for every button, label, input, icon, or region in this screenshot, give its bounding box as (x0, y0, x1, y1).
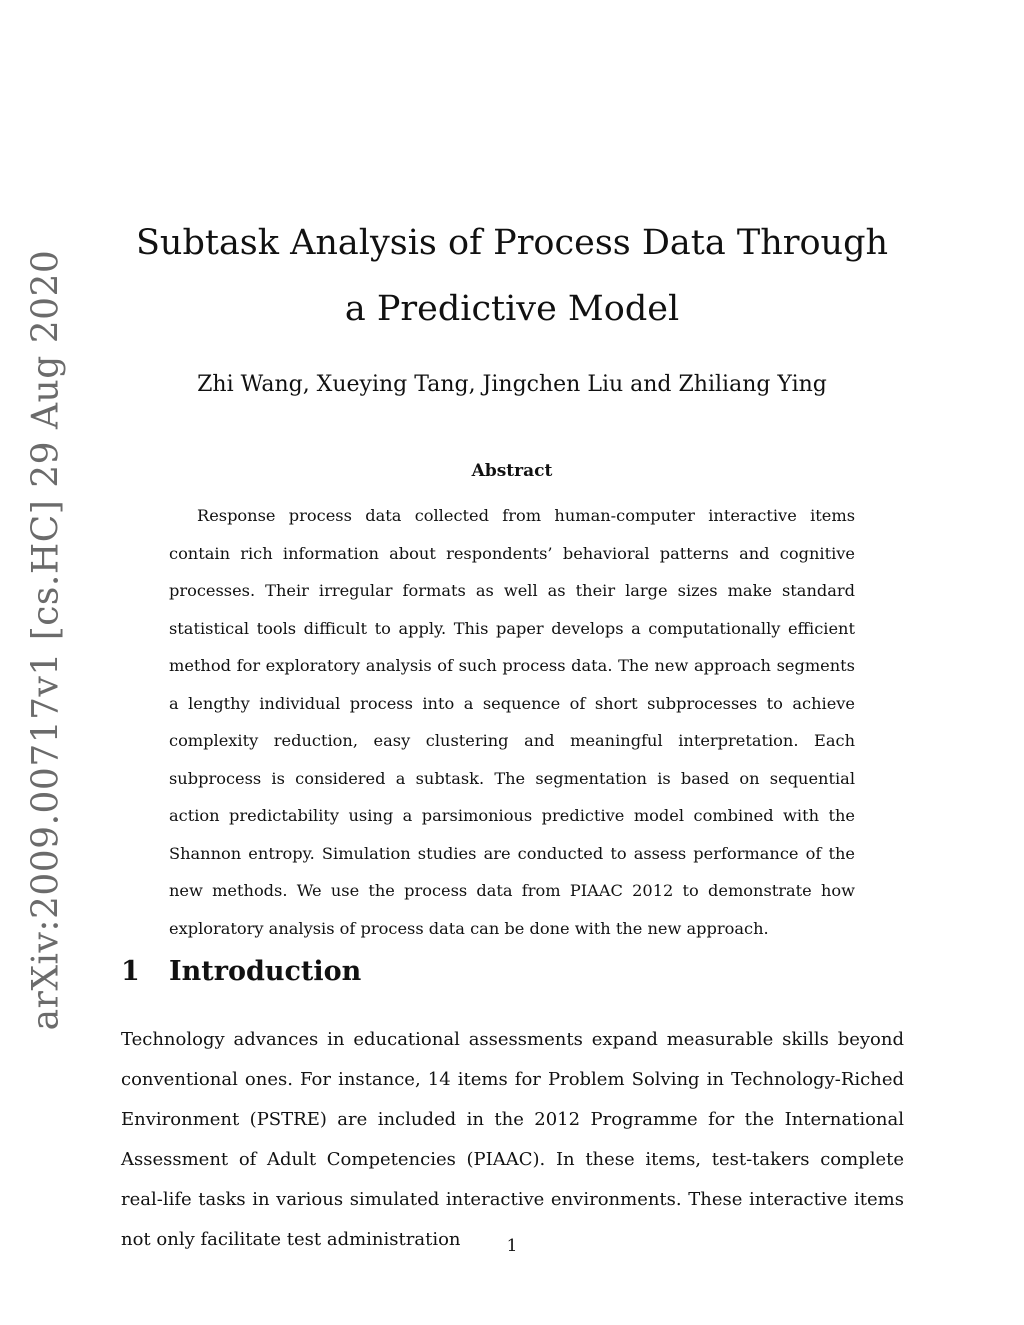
introduction-text: Technology advances in educational assessments expand measurable skills beyond conventional ones. For instance, 14 items for Problem Solving in Technology-Riched Environment (PSTRE) are included in the 2012 Programme for the International Assessment of Adult Competencies (PIAAC). In these items, test-takers complete real-life tasks in various simulated interactive environments. These interactive items not only facilitate test administration (121, 1029, 904, 1250)
paper-title: Subtask Analysis of Process Data Through a Predictive Model (135, 223, 889, 329)
section-title: Introduction (169, 956, 362, 987)
page-number: 1 (506, 1236, 518, 1256)
section-number: 1 (121, 956, 140, 987)
abstract-text: Response process data collected from human-computer interactive items contain rich information about respondents’ behavioral patterns and cognitive processes. Their irregular formats as well as their large sizes make standard statistical tools difficult to apply. This paper develops a computationally efficient method for exploratory analysis of such process data. The new approach segments a lengthy individual process into a sequence of short subprocesses to achieve complexity reduction, easy clustering and meaningful interpretation. Each subprocess is considered a subtask. The segmentation is based on sequential action predictability using a parsimonious predictive model combined with the Shannon entropy. Simulation studies are conducted to assess performance of the new methods. We use the process data from PIAAC 2012 to demonstrate how exploratory analysis of process data can be done with the new approach. (169, 506, 855, 938)
author-list: Zhi Wang, Xueying Tang, Jingchen Liu and Zhiliang Ying (197, 372, 827, 397)
section-heading (121, 956, 361, 987)
abstract-heading: Abstract (471, 461, 553, 481)
arxiv-identifier-stamp: arXiv:2009.00717v1 [cs.HC] 29 Aug 2020 (25, 249, 67, 1031)
